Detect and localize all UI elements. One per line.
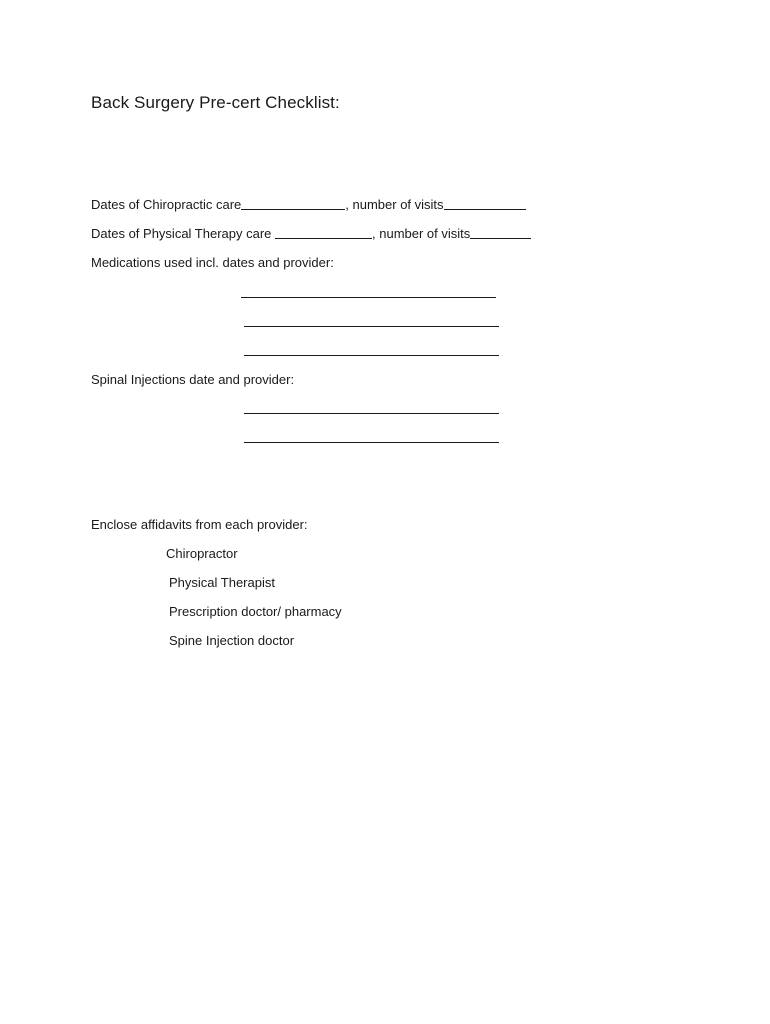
medications-label: Medications used incl. dates and provider:: [91, 255, 334, 270]
provider-item: Chiropractor: [166, 546, 238, 561]
medications-blank-3[interactable]: [244, 355, 499, 356]
physical-therapy-dates-label: Dates of Physical Therapy care: [91, 226, 276, 241]
affidavits-label: Enclose affidavits from each provider:: [91, 517, 308, 532]
chiropractic-dates-blank[interactable]: [241, 197, 345, 210]
provider-item: Spine Injection doctor: [169, 633, 295, 648]
injections-blank-2[interactable]: [244, 442, 499, 443]
injections-blank-1[interactable]: [244, 413, 499, 414]
chiropractic-visits-label: , number of visits: [345, 197, 444, 212]
physical-therapy-visits-blank[interactable]: [470, 226, 531, 239]
page-title: Back Surgery Pre-cert Checklist:: [91, 93, 340, 112]
medications-blank-2[interactable]: [244, 326, 499, 327]
injections-label: Spinal Injections date and provider:: [91, 372, 295, 387]
chiropractic-visits-blank[interactable]: [444, 197, 526, 210]
chiropractic-line: [91, 197, 526, 212]
physical-therapy-line: [91, 226, 531, 241]
provider-item: Prescription doctor/ pharmacy: [169, 604, 342, 619]
provider-item: Physical Therapist: [169, 575, 275, 590]
chiropractic-dates-label: Dates of Chiropractic care: [91, 197, 242, 212]
physical-therapy-visits-label: , number of visits: [372, 226, 471, 241]
medications-blank-1[interactable]: [241, 297, 496, 298]
physical-therapy-dates-blank[interactable]: [275, 226, 372, 239]
